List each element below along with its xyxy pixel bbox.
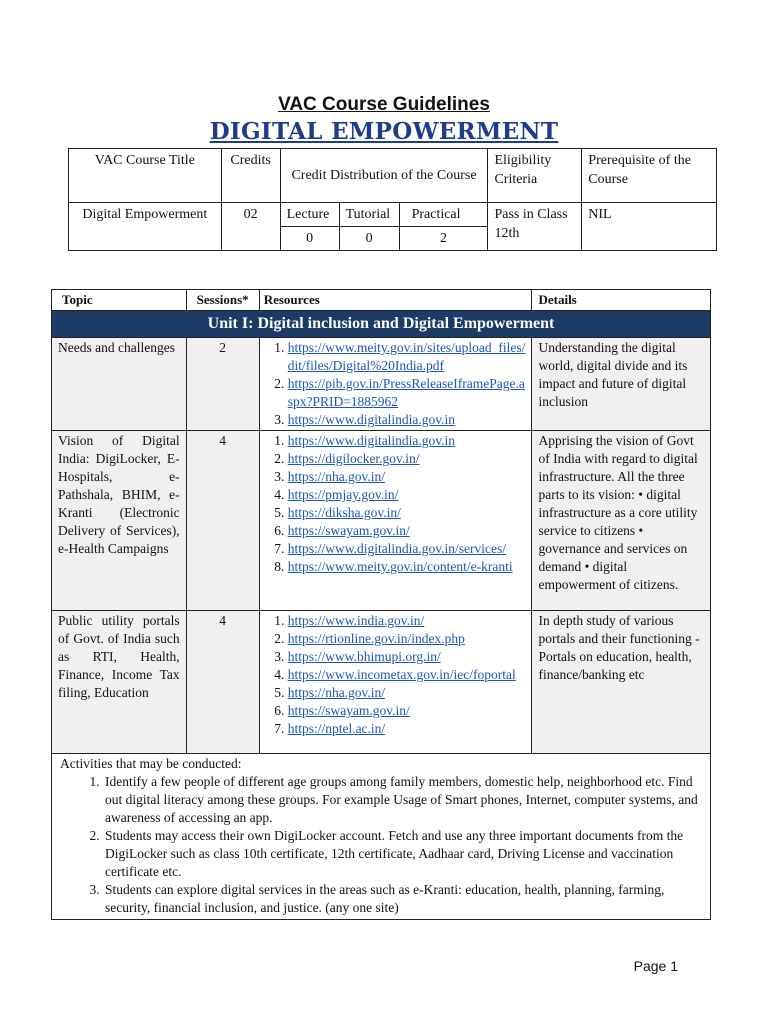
guidelines-subtitle: VAC Course Guidelines (278, 94, 490, 115)
topic-cell: Public utility portals of Govt. of India such as RTI, Health, Finance, Income Tax filing, Education (52, 611, 187, 754)
resource-link[interactable]: https://diksha.gov.in/ (287, 505, 401, 520)
practical-label: Practical (399, 203, 488, 227)
activity-item: 2. Students may access their own DigiLocker account. Fetch and use any three important documents from the DigiLocker such as class 10th certificate, 12th certificate, Aadhaar card, Driving License and vaccination certificate etc. (103, 827, 702, 881)
resources-cell (259, 431, 532, 611)
lecture-value: 0 (280, 227, 339, 251)
resource-link[interactable]: https://nha.gov.in/ (287, 469, 386, 484)
table-row (52, 611, 711, 754)
header-prerequisite: Prerequisite of the Course (582, 149, 717, 203)
header-credit-distribution: Credit Distribution of the Course (280, 149, 488, 203)
resources-cell (259, 338, 532, 431)
prerequisite-value: NIL (582, 203, 717, 251)
tutorial-label: Tutorial (339, 203, 399, 227)
resource-link[interactable]: https://swayam.gov.in/ (287, 703, 410, 718)
topic-cell: Needs and challenges (52, 338, 187, 431)
resource-list (266, 339, 526, 429)
sessions-cell: 4 (186, 611, 259, 754)
resource-list (266, 612, 526, 738)
header-credits: Credits (221, 149, 280, 203)
tutorial-value: 0 (339, 227, 399, 251)
activity-item: 1. Identify a few people of different age groups among family members, domestic help, neighborhood etc. Find out digital literacy among these groups. For example Usage of Smart phones, Internet, computer systems, and awareness of accessing an app. (103, 773, 702, 827)
resource-link[interactable]: https://swayam.gov.in/ (287, 523, 410, 538)
resource-link[interactable]: https://pib.gov.in/PressReleaseIframePage.aspx?PRID=1885962 (287, 376, 525, 409)
header-sessions: Sessions* (186, 290, 259, 311)
course-title-value: Digital Empowerment (69, 203, 222, 251)
header-resources: Resources (259, 290, 532, 311)
resource-link[interactable]: https://www.meity.gov.in/sites/upload_files/dit/files/Digital%20India.pdf (287, 340, 526, 373)
resource-link[interactable]: https://www.digitalindia.gov.in (287, 412, 456, 427)
document-title: DIGITAL EMPOWERMENT (209, 118, 559, 145)
header-eligibility: Eligibility Criteria (488, 149, 582, 203)
resources-cell (259, 611, 532, 754)
resource-link[interactable]: https://www.incometax.gov.in/iec/foportal (287, 667, 516, 682)
activities-intro: Activities that may be conducted: (60, 756, 242, 771)
topic-cell: Vision of Digital India: DigiLocker, E-Hospitals, e-Pathshala, BHIM, e-Kranti (Electronic Delivery of Services), e-Health Campaigns (52, 431, 187, 611)
table-row (52, 431, 711, 611)
resource-link[interactable]: https://digilocker.gov.in/ (287, 451, 420, 466)
resource-link[interactable]: https://www.india.gov.in/ (287, 613, 425, 628)
resource-link[interactable]: https://rtionline.gov.in/index.php (287, 631, 465, 646)
unit-title: Unit I: Digital inclusion and Digital Empowerment (52, 311, 711, 338)
resource-link[interactable]: https://pmjay.gov.in/ (287, 487, 399, 502)
resource-link[interactable]: https://www.digitalindia.gov.in (287, 433, 456, 448)
credits-value: 02 (221, 203, 280, 251)
details-cell: In depth study of various portals and their functioning - Portals on education, health, finance/banking etc (532, 611, 711, 754)
activities-row (52, 754, 711, 920)
topic-table (51, 289, 711, 920)
sessions-cell: 4 (186, 431, 259, 611)
resource-link[interactable]: https://www.bhimupi.org.in/ (287, 649, 441, 664)
header-course-title: VAC Course Title (69, 149, 222, 203)
details-cell: Apprising the vision of Govt of India with regard to digital infrastructure. All the three parts to its vision: • digital infrastructure as a core utility service to citizens • governance and services on demand • digital empowerment of citizens. (532, 431, 711, 611)
sessions-cell: 2 (186, 338, 259, 431)
resource-link[interactable]: https://nha.gov.in/ (287, 685, 386, 700)
header-details: Details (532, 290, 711, 311)
resource-link[interactable]: https://nptel.ac.in/ (287, 721, 386, 736)
activities-list (60, 773, 702, 917)
page-number: Page 1 (633, 958, 678, 974)
header-topic: Topic (52, 290, 187, 311)
resource-list (266, 432, 526, 576)
details-cell: Understanding the digital world, digital divide and its impact and future of digital inclusion (532, 338, 711, 431)
resource-link[interactable]: https://www.meity.gov.in/content/e-kranti (287, 559, 513, 574)
lecture-label: Lecture (280, 203, 339, 227)
activity-item: 3. Students can explore digital services in the areas such as e-Kranti: education, health, planning, farming, security, financial inclusion, and justice. (any one site) (103, 881, 702, 917)
practical-value: 2 (399, 227, 488, 251)
resource-link[interactable]: https://www.digitalindia.gov.in/services/ (287, 541, 507, 556)
eligibility-value: Pass in Class 12th (488, 203, 582, 251)
course-info-table (68, 148, 717, 251)
table-row (52, 338, 711, 431)
activities-cell (52, 754, 711, 920)
